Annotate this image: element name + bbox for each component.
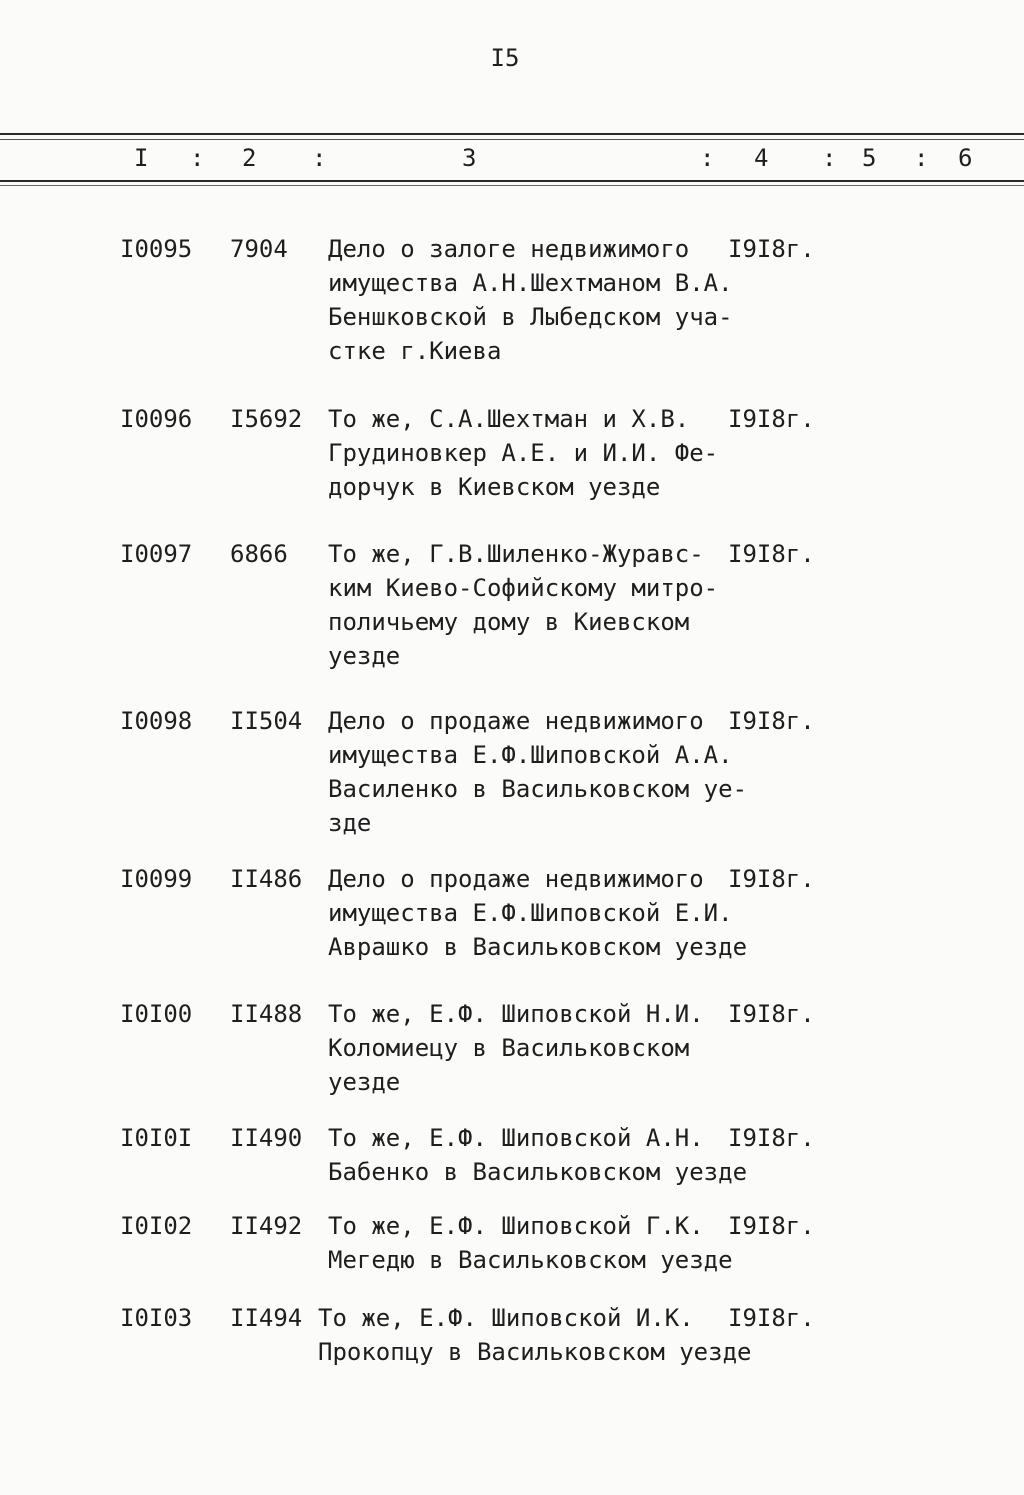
column-separator: :	[190, 144, 205, 172]
column-header-5: 5	[862, 144, 877, 172]
column-header-4: 4	[754, 144, 769, 172]
description-line: Дело о продаже недвижимого	[328, 865, 704, 893]
description-line: Василенко в Васильковском уе-	[328, 775, 748, 803]
entry-year: I9I8г.	[728, 1000, 815, 1028]
description-line: Дело о продаже недвижимого	[328, 707, 704, 735]
entry-number: I0I03	[120, 1304, 193, 1332]
case-number: II504	[230, 707, 303, 735]
column-header-2: 2	[242, 144, 257, 172]
case-number: II492	[230, 1212, 303, 1240]
description-line: Беншковской в Лыбедском уча-	[328, 303, 733, 331]
entry-number: I0096	[120, 405, 193, 433]
description-line: Грудиновкер А.Е. и И.И. Фе-	[328, 439, 719, 467]
case-number: 6866	[230, 540, 288, 568]
entry-description	[328, 537, 748, 673]
header-rule-top-thin	[0, 139, 1024, 140]
page-number: I5	[490, 44, 520, 72]
entry-year: I9I8г.	[728, 235, 815, 263]
column-separator: :	[312, 144, 327, 172]
header-rule-bottom-thin	[0, 185, 1024, 186]
entry-number: I0098	[120, 707, 193, 735]
header-rule-top	[0, 133, 1024, 135]
entry-number: I0099	[120, 865, 193, 893]
description-line: То же, Г.В.Шиленко-Журавс-	[328, 540, 704, 568]
entry-number: I0I0I	[120, 1124, 193, 1152]
column-separator: :	[700, 144, 715, 172]
description-line: уезде	[328, 1068, 401, 1096]
description-line: уезде	[328, 642, 401, 670]
entry-description	[328, 402, 748, 504]
description-line: имущества А.Н.Шехтманом В.А.	[328, 269, 733, 297]
entry-description	[328, 704, 748, 840]
description-line: стке г.Киева	[328, 337, 502, 365]
description-line: поличьему дому в Киевском	[328, 608, 690, 636]
header-rule-bottom	[0, 180, 1024, 182]
description-line: То же, С.А.Шехтман и Х.В.	[328, 405, 690, 433]
column-separator: :	[914, 144, 929, 172]
entry-year: I9I8г.	[728, 540, 815, 568]
entry-number: I0I02	[120, 1212, 193, 1240]
column-separator: :	[822, 144, 837, 172]
description-line: Прокопцу в Васильковском уезде	[318, 1338, 752, 1366]
description-line: Аврашко в Васильковском уезде	[328, 933, 748, 961]
entry-number: I0095	[120, 235, 193, 263]
column-header-6: 6	[958, 144, 973, 172]
description-line: Дело о залоге недвижимого	[328, 235, 690, 263]
description-line: То же, Е.Ф. Шиповской И.К.	[318, 1304, 694, 1332]
entry-number: I0097	[120, 540, 193, 568]
description-line: Коломиецу в Васильковском	[328, 1034, 690, 1062]
case-number: II490	[230, 1124, 303, 1152]
entry-description	[328, 1209, 748, 1277]
description-line: зде	[328, 809, 372, 837]
description-line: дорчук в Киевском уезде	[328, 473, 661, 501]
description-line: имущества Е.Ф.Шиповской Е.И.	[328, 899, 733, 927]
description-line: То же, Е.Ф. Шиповской Н.И.	[328, 1000, 704, 1028]
entry-year: I9I8г.	[728, 1212, 815, 1240]
case-number: II488	[230, 1000, 303, 1028]
description-line: То же, Е.Ф. Шиповской А.Н.	[328, 1124, 704, 1152]
entry-year: I9I8г.	[728, 1304, 815, 1332]
entry-description	[318, 1301, 752, 1369]
entry-year: I9I8г.	[728, 865, 815, 893]
description-line: Бабенко в Васильковском уезде	[328, 1158, 748, 1186]
case-number: II494	[230, 1304, 303, 1332]
column-header-3: 3	[462, 144, 477, 172]
entry-year: I9I8г.	[728, 1124, 815, 1152]
description-line: Мегедю в Васильковском уезде	[328, 1246, 733, 1274]
column-header-1: I	[134, 144, 149, 172]
entry-number: I0I00	[120, 1000, 193, 1028]
entry-description	[328, 862, 748, 964]
entry-description	[328, 1121, 748, 1189]
case-number: II486	[230, 865, 303, 893]
description-line: имущества Е.Ф.Шиповской А.А.	[328, 741, 733, 769]
entry-year: I9I8г.	[728, 405, 815, 433]
case-number: 7904	[230, 235, 288, 263]
description-line: ким Киево-Софийскому митро-	[328, 574, 719, 602]
entry-description	[328, 997, 748, 1099]
case-number: I5692	[230, 405, 303, 433]
description-line: То же, Е.Ф. Шиповской Г.К.	[328, 1212, 704, 1240]
entry-description	[328, 232, 748, 368]
entry-year: I9I8г.	[728, 707, 815, 735]
